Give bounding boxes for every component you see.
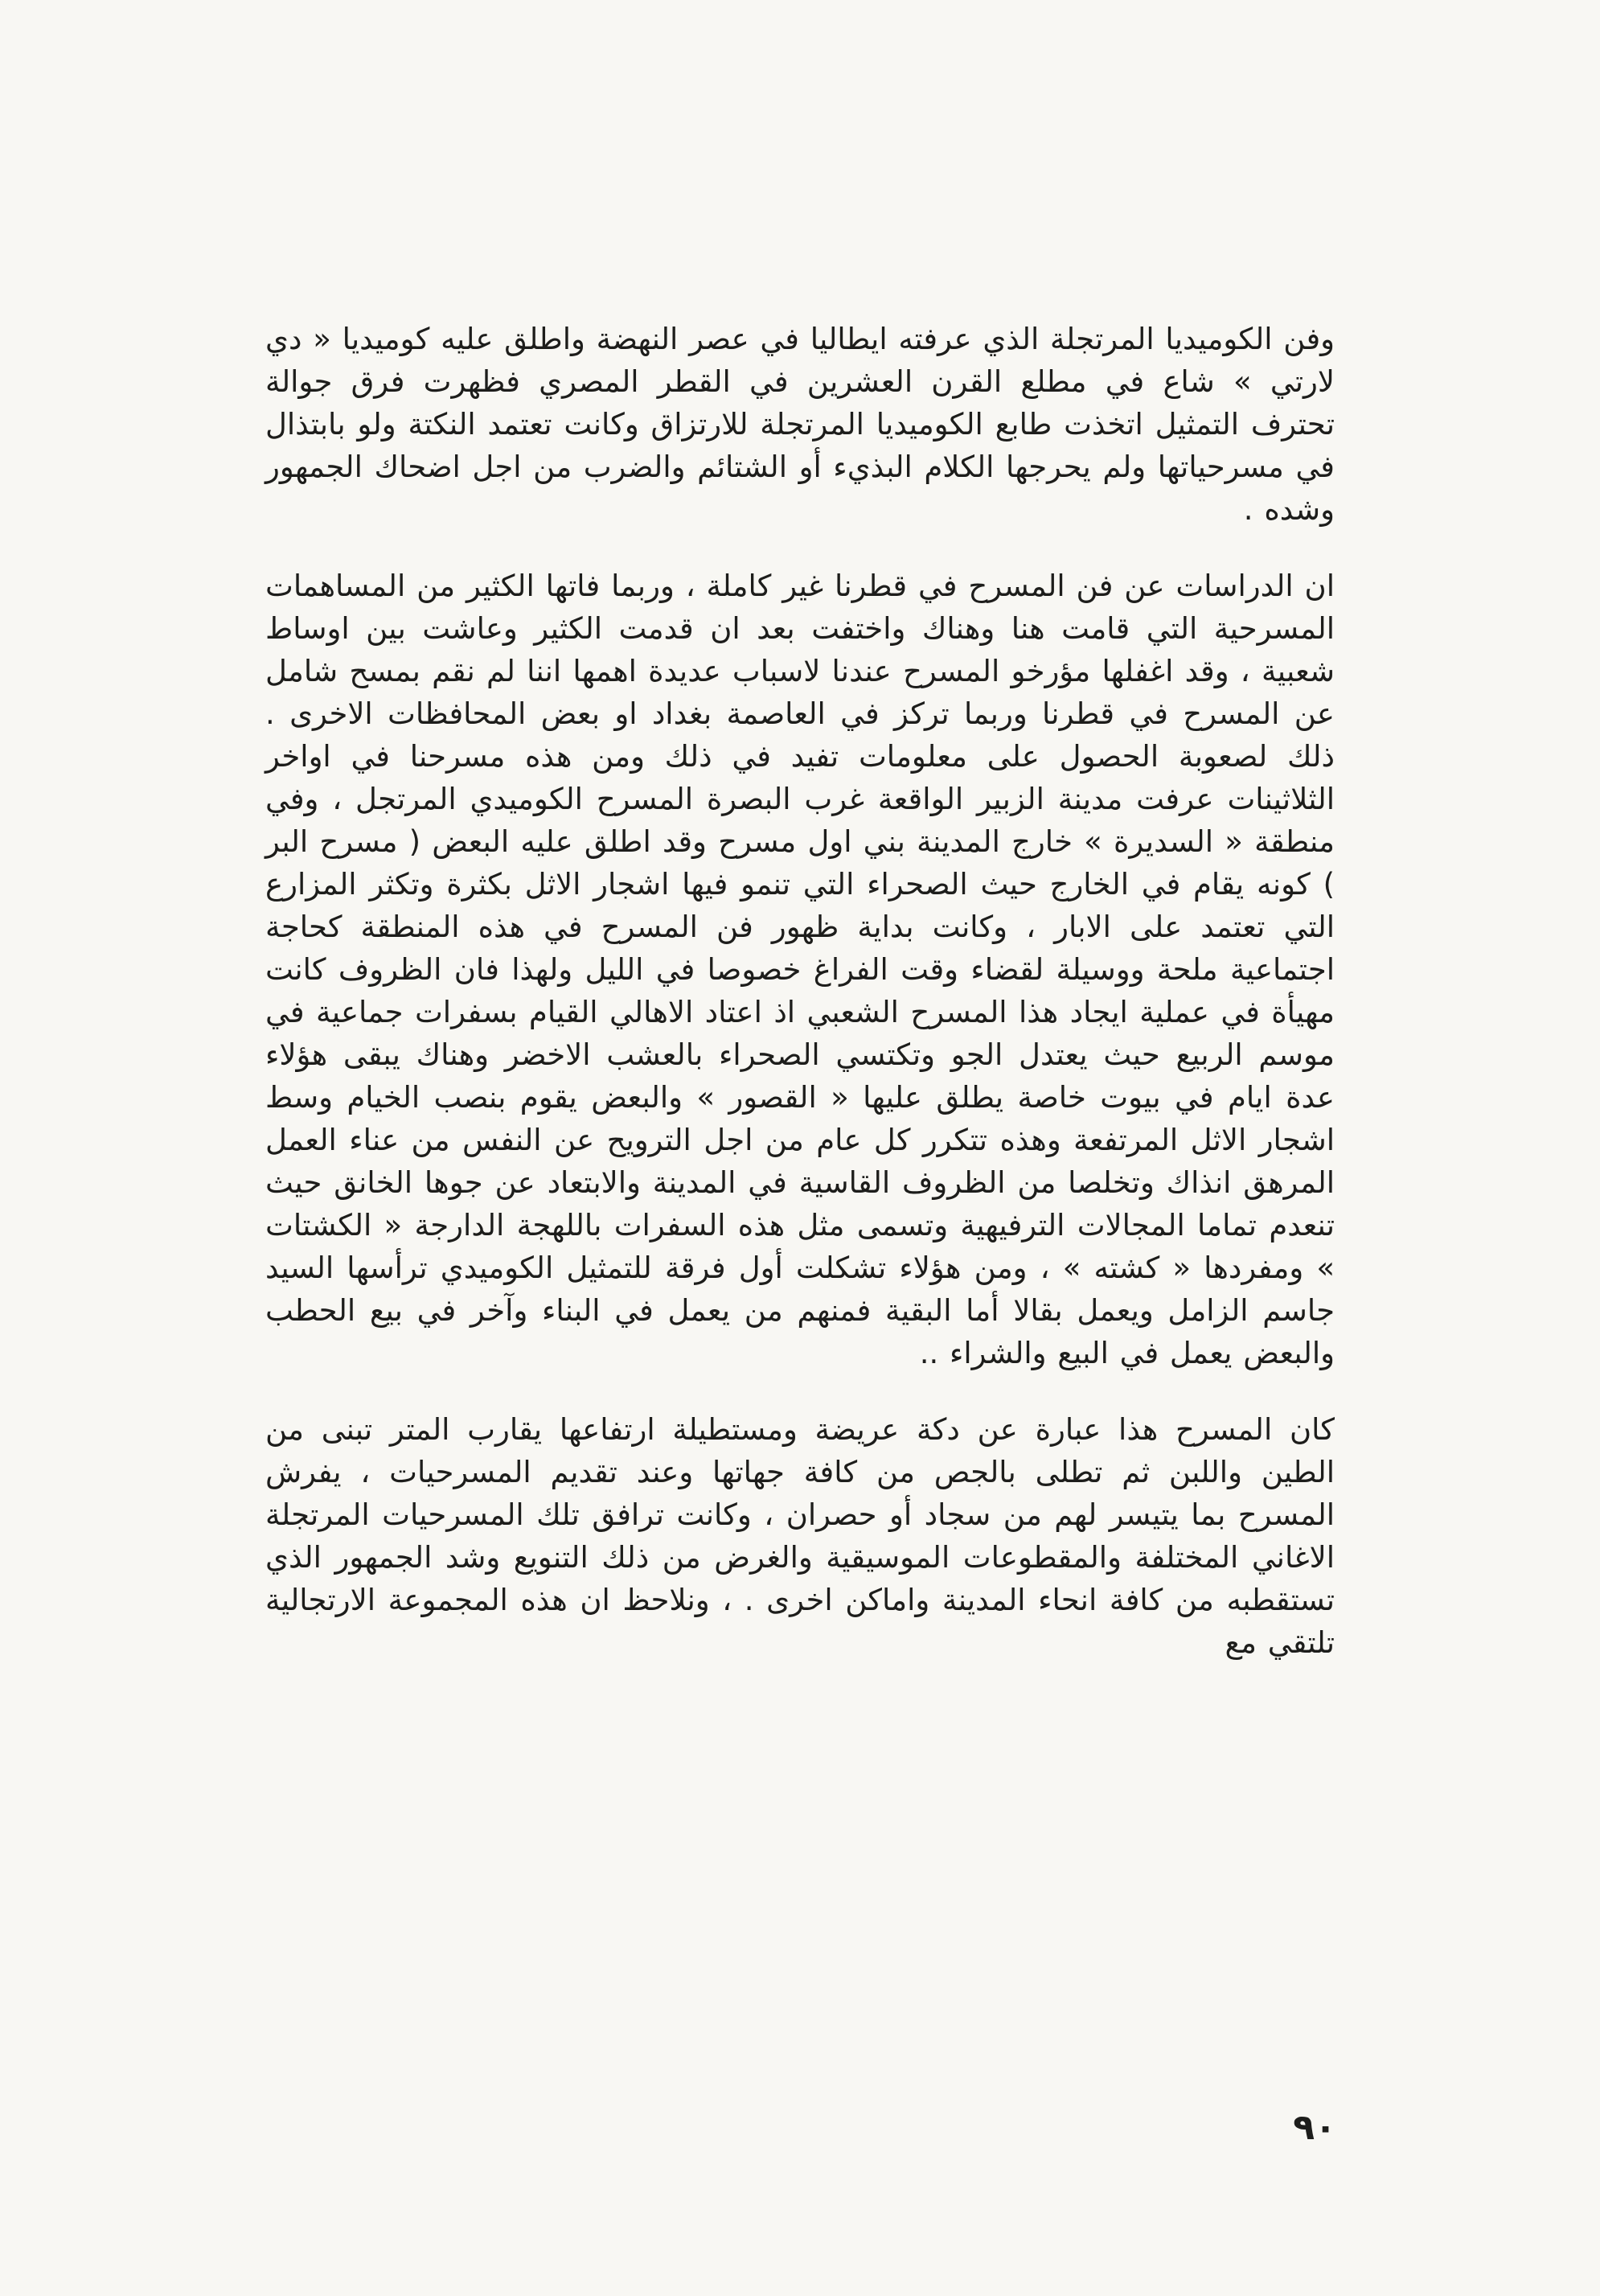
paragraph-theatre-studies: ان الدراسات عن فن المسرح في قطرنا غير كاملة ، وربما فاتها الكثير من المساهمات المسرحية التي قامت هنا وهناك واختفت بعد ان قدمت الكثير وعاشت بين اوساط شعبية ، وقد اغفلها مؤرخو المسرح عندنا لاسباب عديدة اهمها اننا لم نقم بمسح شامل عن المسرح في قطرنا وربما تركز في العاصمة بغداد او بعض المحافظات الاخرى . ذلك لصعوبة الحصول على معلومات تفيد في ذلك ومن هذه مسرحنا في اواخر الثلاثينات عرفت مدينة الزبير الواقعة غرب البصرة المسرح الكوميدي المرتجل ، وفي منطقة « السديرة » خارج المدينة بني اول مسرح وقد اطلق عليه البعض ( مسرح البر ) كونه يقام في الخارج حيث الصحراء التي تنمو فيها اشجار الاثل بكثرة وتكثر المزارع التي تعتمد على الابار ، وكانت بداية ظهور فن المسرح في هذه المنطقة كحاجة اجتماعية ملحة ووسيلة لقضاء وقت الفراغ خصوصا في الليل ولهذا فان الظروف كانت مهيأة في عملية ايجاد هذا المسرح الشعبي اذ اعتاد الاهالي القيام بسفرات جماعية في موسم الربيع حيث يعتدل الجو وتكتسي الصحراء بالعشب الاخضر وهناك يبقى هؤلاء عدة ايام في بيوت خاصة يطلق عليها « القصور » والبعض يقوم بنصب الخيام وسط اشجار الاثل المرتفعة وهذه تتكرر كل عام من اجل الترويح عن النفس من عناء العمل المرهق انذاك وتخلصا من الظروف القاسية في المدينة والابتعاد عن جوها الخانق حيث تنعدم تماما المجالات الترفيهية وتسمى مثل هذه السفرات باللهجة الدارجة « الكشتات » ومفردها « كشته » ، ومن هؤلاء تشكلت أول فرقة للتمثيل الكوميدي ترأسها السيد جاسم الزامل ويعمل بقالا أما البقية فمنهم من يعمل في البناء وآخر في بيع الحطب والبعض يعمل في البيع والشراء .. [265,569,1335,1370]
body-text [265,318,1335,1664]
page-number: ٩٠ [1293,2107,1336,2148]
paragraph-comedy: وفن الكوميديا المرتجلة الذي عرفته ايطاليا في عصر النهضة واطلق عليه كوميديا « دي لارتي » شاع في مطلع القرن العشرين في القطر المصري فظهرت فرق جوالة تحترف التمثيل اتخذت طابع الكوميديا المرتجلة للارتزاق وكانت تعتمد النكتة ولو بابتذال في مسرحياتها ولم يحرجها الكلام البذيء أو الشتائم والضرب من اجل اضحاك الجمهور وشده . [265,322,1335,527]
paragraph-stage-description: كان المسرح هذا عبارة عن دكة عريضة ومستطيلة ارتفاعها يقارب المتر تبنى من الطين واللبن ثم تطلى بالجص من كافة جهاتها وعند تقديم المسرحيات ، يفرش المسرح بما يتيسر لهم من سجاد أو حصران ، وكانت ترافق تلك المسرحيات المرتجلة الاغاني المختلفة والمقطوعات الموسيقية والغرض من ذلك التنويع وشد الجمهور الذي تستقطبه من كافة انحاء المدينة واماكن اخرى . ، ونلاحظ ان هذه المجموعة الارتجالية تلتقي مع [265,1412,1335,1660]
